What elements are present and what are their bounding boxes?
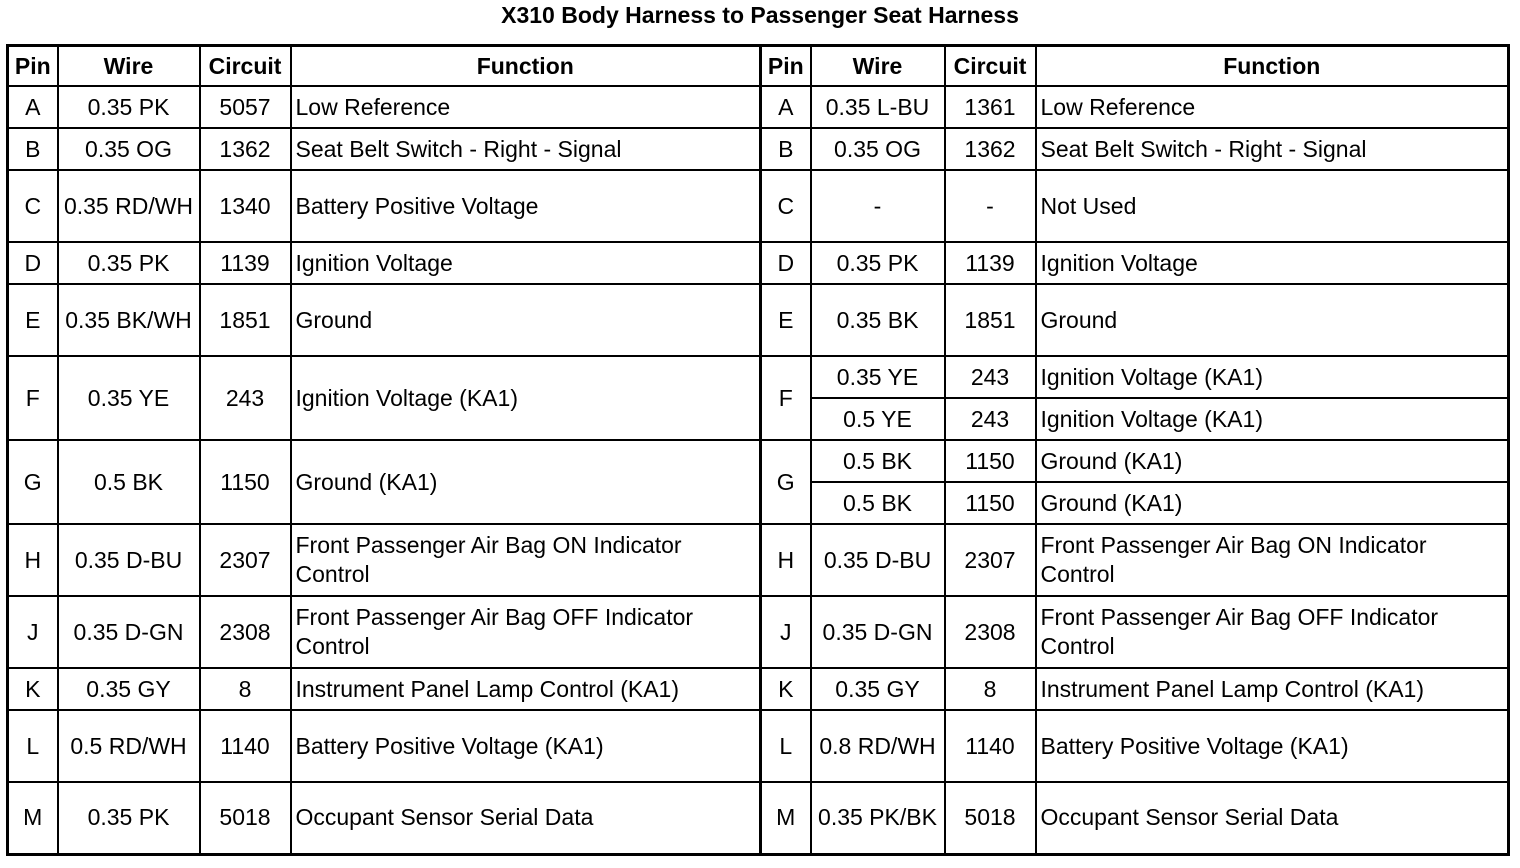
- pin-cell: H: [761, 524, 811, 596]
- wire-cell: 0.35 YE: [811, 356, 945, 398]
- function-cell: Ground: [1036, 284, 1509, 356]
- pin-cell: E: [761, 284, 811, 356]
- table-row: [8, 440, 1509, 482]
- circuit-cell: 1851: [945, 284, 1036, 356]
- wire-cell: 0.35 PK: [811, 242, 945, 284]
- wire-cell: 0.35 RD/WH: [58, 170, 200, 242]
- wire-cell: 0.35 D-GN: [811, 596, 945, 668]
- pin-cell: F: [761, 356, 811, 440]
- function-cell: Not Used: [1036, 170, 1509, 242]
- header-pin: Pin: [761, 46, 811, 87]
- wire-cell: 0.35 PK/BK: [811, 782, 945, 854]
- function-cell: Battery Positive Voltage (KA1): [291, 710, 761, 782]
- circuit-cell: 2307: [200, 524, 291, 596]
- header-pin: Pin: [8, 46, 58, 87]
- circuit-cell: 2308: [200, 596, 291, 668]
- pin-cell: K: [8, 668, 58, 710]
- circuit-cell: 8: [200, 668, 291, 710]
- circuit-cell: 5018: [945, 782, 1036, 854]
- wire-cell: 0.35 BK/WH: [58, 284, 200, 356]
- pin-cell: G: [8, 440, 58, 524]
- function-cell: Front Passenger Air Bag OFF Indicator Control: [1036, 596, 1509, 668]
- pin-cell: L: [8, 710, 58, 782]
- circuit-cell: 1362: [200, 128, 291, 170]
- header-wire: Wire: [811, 46, 945, 87]
- circuit-cell: 243: [200, 356, 291, 440]
- wire-cell: 0.35 D-GN: [58, 596, 200, 668]
- wire-cell: 0.35 D-BU: [811, 524, 945, 596]
- circuit-cell: 1150: [945, 440, 1036, 482]
- wire-cell: -: [811, 170, 945, 242]
- circuit-cell: 1361: [945, 86, 1036, 128]
- table-row: [8, 356, 1509, 398]
- wire-cell: 0.35 PK: [58, 782, 200, 854]
- circuit-cell: 1150: [200, 440, 291, 524]
- table-row: [8, 668, 1509, 710]
- function-cell: Ignition Voltage (KA1): [1036, 398, 1509, 440]
- circuit-cell: 1140: [200, 710, 291, 782]
- function-cell: Ground (KA1): [1036, 440, 1509, 482]
- circuit-cell: 1140: [945, 710, 1036, 782]
- pin-cell: H: [8, 524, 58, 596]
- pin-cell: D: [8, 242, 58, 284]
- table-row: [8, 128, 1509, 170]
- circuit-cell: 1340: [200, 170, 291, 242]
- table-row: [8, 284, 1509, 356]
- pin-cell: E: [8, 284, 58, 356]
- function-cell: Ignition Voltage (KA1): [291, 356, 761, 440]
- function-cell: Front Passenger Air Bag OFF Indicator Control: [291, 596, 761, 668]
- table-row: [8, 596, 1509, 668]
- pin-cell: J: [761, 596, 811, 668]
- pin-cell: B: [8, 128, 58, 170]
- table-row: [8, 782, 1509, 854]
- function-cell: Seat Belt Switch - Right - Signal: [291, 128, 761, 170]
- circuit-cell: 1150: [945, 482, 1036, 524]
- page-title: X310 Body Harness to Passenger Seat Harness: [501, 2, 1019, 28]
- function-cell: Ignition Voltage: [291, 242, 761, 284]
- circuit-cell: 1139: [945, 242, 1036, 284]
- pin-cell: L: [761, 710, 811, 782]
- header-circuit: Circuit: [200, 46, 291, 87]
- circuit-cell: 243: [945, 398, 1036, 440]
- pin-cell: A: [8, 86, 58, 128]
- wire-cell: 0.5 BK: [58, 440, 200, 524]
- function-cell: Occupant Sensor Serial Data: [1036, 782, 1509, 854]
- circuit-cell: 5057: [200, 86, 291, 128]
- function-cell: Occupant Sensor Serial Data: [291, 782, 761, 854]
- table-row: [8, 86, 1509, 128]
- wire-cell: 0.35 GY: [58, 668, 200, 710]
- wire-cell: 0.35 D-BU: [58, 524, 200, 596]
- function-cell: Ground: [291, 284, 761, 356]
- wire-cell: 0.35 BK: [811, 284, 945, 356]
- function-cell: Battery Positive Voltage: [291, 170, 761, 242]
- header-circuit: Circuit: [945, 46, 1036, 87]
- function-cell: Low Reference: [291, 86, 761, 128]
- circuit-cell: 243: [945, 356, 1036, 398]
- wire-cell: 0.5 YE: [811, 398, 945, 440]
- function-cell: Low Reference: [1036, 86, 1509, 128]
- function-cell: Instrument Panel Lamp Control (KA1): [291, 668, 761, 710]
- circuit-cell: 8: [945, 668, 1036, 710]
- pinout-table: [6, 44, 1510, 856]
- pin-cell: B: [761, 128, 811, 170]
- wire-cell: 0.35 PK: [58, 242, 200, 284]
- function-cell: Seat Belt Switch - Right - Signal: [1036, 128, 1509, 170]
- wire-cell: 0.35 OG: [811, 128, 945, 170]
- pin-cell: A: [761, 86, 811, 128]
- wire-cell: 0.35 GY: [811, 668, 945, 710]
- function-cell: Ignition Voltage: [1036, 242, 1509, 284]
- wire-cell: 0.35 L-BU: [811, 86, 945, 128]
- pin-cell: C: [8, 170, 58, 242]
- pin-cell: G: [761, 440, 811, 524]
- pin-cell: K: [761, 668, 811, 710]
- wire-cell: 0.5 BK: [811, 482, 945, 524]
- header-wire: Wire: [58, 46, 200, 87]
- wire-cell: 0.35 OG: [58, 128, 200, 170]
- pin-cell: M: [8, 782, 58, 854]
- table-row: [8, 710, 1509, 782]
- table-row: [8, 242, 1509, 284]
- table-row: [8, 170, 1509, 242]
- wire-cell: 0.5 RD/WH: [58, 710, 200, 782]
- circuit-cell: 5018: [200, 782, 291, 854]
- pin-cell: F: [8, 356, 58, 440]
- function-cell: Front Passenger Air Bag ON Indicator Control: [291, 524, 761, 596]
- circuit-cell: 1362: [945, 128, 1036, 170]
- wire-cell: 0.8 RD/WH: [811, 710, 945, 782]
- wire-cell: 0.35 PK: [58, 86, 200, 128]
- function-cell: Battery Positive Voltage (KA1): [1036, 710, 1509, 782]
- wire-cell: 0.35 YE: [58, 356, 200, 440]
- pin-cell: M: [761, 782, 811, 854]
- header-row: [8, 46, 1509, 87]
- circuit-cell: 2307: [945, 524, 1036, 596]
- function-cell: Ground (KA1): [291, 440, 761, 524]
- circuit-cell: 1139: [200, 242, 291, 284]
- wire-cell: 0.5 BK: [811, 440, 945, 482]
- function-cell: Instrument Panel Lamp Control (KA1): [1036, 668, 1509, 710]
- circuit-cell: 1851: [200, 284, 291, 356]
- function-cell: Ground (KA1): [1036, 482, 1509, 524]
- function-cell: Front Passenger Air Bag ON Indicator Control: [1036, 524, 1509, 596]
- table-row: [8, 524, 1509, 596]
- circuit-cell: -: [945, 170, 1036, 242]
- pin-cell: C: [761, 170, 811, 242]
- header-function: Function: [1036, 46, 1509, 87]
- circuit-cell: 2308: [945, 596, 1036, 668]
- function-cell: Ignition Voltage (KA1): [1036, 356, 1509, 398]
- header-function: Function: [291, 46, 761, 87]
- pin-cell: D: [761, 242, 811, 284]
- table-body: [8, 86, 1509, 854]
- pin-cell: J: [8, 596, 58, 668]
